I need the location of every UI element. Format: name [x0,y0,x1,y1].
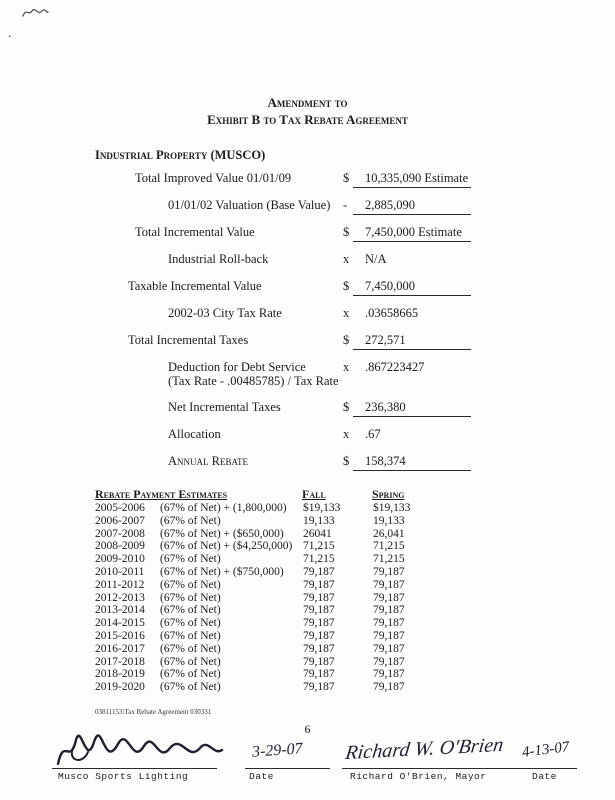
line-item-operator: $ [343,171,350,185]
rebate-cell-fall: 26041 [303,527,332,540]
signature-line-musco [52,768,217,769]
rebate-cell-year: 2016-2017 [95,642,145,655]
line-item-value: 10,335,090 Estimate [353,171,471,188]
line-item [95,198,535,225]
rebate-row [95,579,535,592]
line-item-operator: - [343,198,348,212]
page-number: 6 [304,722,311,736]
mayor-signature: Richard W. O'Brien [344,733,505,765]
rebate-cell-fall: 79,187 [303,578,335,591]
line-item-operator: x [343,360,350,374]
line-item-operator: $ [343,279,350,293]
line-item-label: Total Incremental Value [135,225,255,239]
rebate-cell-spring: 71,215 [373,540,405,553]
title-line-1: Amendment to [267,95,348,110]
date-left-label: Date [249,771,274,782]
rebate-row [95,502,535,515]
rebate-cell-spring: 79,187 [373,668,405,681]
rebate-row [95,566,535,579]
line-item [95,427,535,454]
rebate-cell-fall: 79,187 [303,617,335,630]
column-header-spring: Spring [372,487,405,501]
line-item-label: Allocation [168,427,221,441]
rebate-cell-fall: 79,187 [303,565,335,578]
handwritten-date-right: 4-13-07 [521,739,571,761]
line-item-operator: x [343,252,350,266]
rebate-cell-spring: 79,187 [373,565,405,578]
rebate-cell-formula: (67% of Net) + ($4,250,000) [160,540,293,553]
document-title [0,94,615,128]
handwritten-date-left: 3-29-07 [251,740,304,761]
rebate-cell-year: 2012-2013 [95,591,145,604]
rebate-row [95,604,535,617]
line-item-label: Annual Rebate [168,454,248,468]
rebate-row [95,643,535,656]
rebate-cell-fall: 79,187 [303,604,335,617]
line-item-operator: $ [343,400,350,414]
rebate-cell-formula: (67% of Net) [160,642,221,655]
line-item-operator: x [343,306,350,320]
rebate-cell-spring: 79,187 [373,642,405,655]
line-item-operator: $ [343,333,350,347]
rebate-row [95,528,535,541]
rebate-cell-fall: $19,133 [303,502,341,514]
rebate-row [95,681,535,694]
line-item [95,171,535,198]
rebate-table-header [95,487,535,502]
line-item-operator: $ [343,225,350,239]
date-right-label: Date [532,771,557,782]
signature-line-mayor [342,768,577,769]
rebate-cell-formula: (67% of Net) [160,629,221,642]
line-item [95,333,535,360]
rebate-cell-formula: (67% of Net) [160,578,221,591]
line-item-value: .03658665 [365,306,419,320]
line-item-label: Total Improved Value 01/01/09 [135,171,292,185]
rebate-cell-year: 2018-2019 [95,668,145,681]
rebate-cell-year: 2007-2008 [95,527,145,540]
rebate-table-title: Rebate Payment Estimates [95,487,228,501]
rebate-cell-formula: (67% of Net) [160,617,221,630]
line-item-value: 7,450,000 Estimate [353,225,471,242]
rebate-cell-year: 2015-2016 [95,629,145,642]
rebate-cell-spring: 79,187 [373,629,405,642]
rebate-cell-fall: 79,187 [303,681,335,694]
musco-line-label: Musco Sports Lighting [58,771,189,782]
rebate-cell-fall: 71,215 [303,540,335,553]
rebate-cell-year: 2011-2012 [95,578,145,591]
rebate-cell-formula: (67% of Net) [160,514,221,527]
rebate-cell-year: 2013-2014 [95,604,145,617]
line-item [95,225,535,252]
rebate-row [95,630,535,643]
rebate-row [95,656,535,669]
scan-mark-squiggle [20,4,50,20]
rebate-cell-fall: 79,187 [303,668,335,681]
line-item-label: Taxable Incremental Value [128,279,262,293]
title-line-2: Exhibit B to Tax Rebate Agreement [207,112,408,127]
rebate-cell-formula: (67% of Net) [160,668,221,681]
line-item-operator: $ [343,454,350,468]
line-item [95,306,535,333]
rebate-cell-spring: 79,187 [373,578,405,591]
rebate-rows [95,502,535,694]
rebate-cell-spring: 26,041 [373,527,405,540]
rebate-cell-fall: 79,187 [303,655,335,668]
rebate-row [95,617,535,630]
rebate-cell-formula: (67% of Net) + ($750,000) [160,565,284,578]
rebate-cell-year: 2009-2010 [95,553,145,566]
rebate-row [95,515,535,528]
rebate-row [95,553,535,566]
line-item-label: 01/01/02 Valuation (Base Value) [168,198,331,212]
rebate-cell-fall: 79,187 [303,591,335,604]
rebate-cell-spring: 79,187 [373,604,405,617]
rebate-cell-year: 2005-2006 [95,502,145,514]
rebate-cell-spring: $19,133 [373,502,411,514]
scan-mark-dot: . [8,26,12,41]
rebate-cell-year: 2010-2011 [95,565,145,578]
line-item [95,360,535,400]
rebate-cell-spring: 79,187 [373,655,405,668]
rebate-cell-fall: 19,133 [303,514,335,527]
line-item-value: .867223427 [365,360,425,374]
line-item [95,252,535,279]
rebate-cell-formula: (67% of Net) [160,655,221,668]
line-item-label: Net Incremental Taxes [168,400,281,414]
line-item [95,400,535,427]
line-item [95,279,535,306]
rebate-cell-year: 2014-2015 [95,617,145,630]
mayor-line-label: Richard O'Brien, Mayor [350,771,487,782]
rebate-cell-formula: (67% of Net) [160,591,221,604]
rebate-cell-spring: 71,215 [373,553,405,566]
rebate-cell-formula: (67% of Net) + ($650,000) [160,527,284,540]
rebate-cell-year: 2008-2009 [95,540,145,553]
line-item-label: 2002-03 City Tax Rate [168,306,282,320]
rebate-cell-fall: 71,215 [303,553,335,566]
rebate-cell-formula: (67% of Net) [160,681,221,694]
rebate-cell-year: 2006-2007 [95,514,145,527]
line-item-label: Deduction for Debt Service (Tax Rate - .00485785) / Tax Rate [168,360,339,388]
rebate-cell-formula: (67% of Net) [160,553,221,566]
rebate-cell-year: 2019-2020 [95,681,145,694]
line-item-label: Industrial Roll-back [168,252,269,266]
line-item [95,454,535,481]
rebate-cell-formula: (67% of Net) + (1,800,000) [160,502,287,514]
line-item-operator: x [343,427,350,441]
rebate-cell-fall: 79,187 [303,642,335,655]
line-item-value: 158,374 [353,454,471,471]
column-header-fall: Fall [302,487,326,501]
rebate-cell-spring: 79,187 [373,591,405,604]
line-item-value: 2,885,090 [353,198,471,215]
line-item-label-2: (Tax Rate - .00485785) / Tax Rate [168,374,339,388]
line-item-value: .67 [365,427,381,441]
rebate-row [95,540,535,553]
signature-line-date-left [245,768,330,769]
line-item-value: 272,571 [353,333,471,350]
line-item-value: 236,380 [353,400,471,417]
line-items [95,171,535,481]
rebate-table [95,487,535,694]
rebate-row [95,668,535,681]
rebate-cell-spring: 19,133 [373,514,405,527]
rebate-cell-formula: (67% of Net) [160,604,221,617]
rebate-cell-fall: 79,187 [303,629,335,642]
line-item-value: N/A [365,252,387,266]
document-footer-note: 03811153\Tax Rebate Agreement 030331 [95,708,212,716]
rebate-cell-spring: 79,187 [373,617,405,630]
line-item-label: Total Incremental Taxes [128,333,249,347]
rebate-cell-spring: 79,187 [373,681,405,694]
rebate-cell-year: 2017-2018 [95,655,145,668]
line-item-value: 7,450,000 [353,279,471,296]
section-heading: Industrial Property (MUSCO) [95,148,266,162]
rebate-row [95,592,535,605]
musco-signature-scribble [48,726,228,770]
